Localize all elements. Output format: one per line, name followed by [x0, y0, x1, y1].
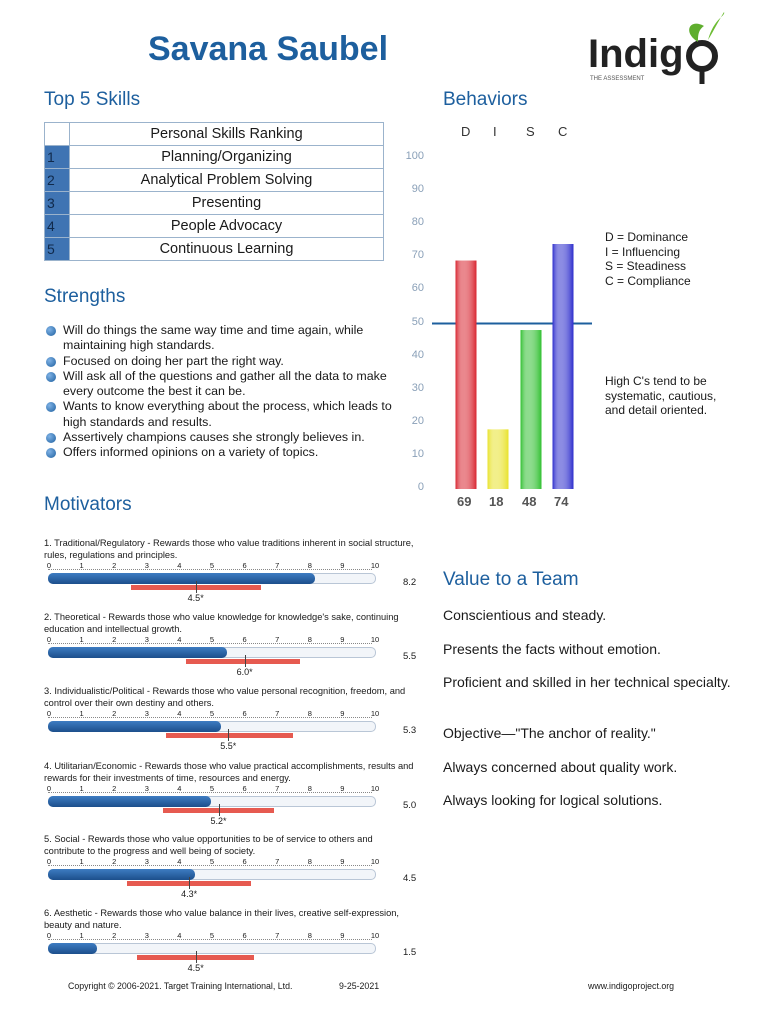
skill-label: People Advocacy [70, 215, 384, 238]
scale-tick: 5 [209, 784, 215, 793]
motivator-title: 6. Aesthetic - Rewards those who value balance in their lives, creative self-expression, beauty and nature. [44, 908, 400, 930]
scale-tick: 2 [112, 784, 117, 793]
value-team-section-title: Value to a Team [443, 569, 579, 590]
scale-tick: 6 [242, 561, 247, 570]
motivator-score-bar [48, 573, 315, 584]
skill-row [45, 192, 384, 215]
scale-dots [48, 792, 372, 793]
value-team-item: Always looking for logical solutions. [443, 792, 663, 808]
skill-label: Planning/Organizing [70, 146, 384, 169]
behavior-note: High C's tend to be systematic, cautious, and detail oriented. [605, 374, 717, 417]
scale-tick: 7 [275, 784, 280, 793]
scale-tick: 8 [307, 931, 312, 940]
scale-tick: 9 [340, 635, 345, 644]
motivator-mean-marker [219, 804, 220, 816]
motivator-item [44, 611, 424, 687]
disc-chart [429, 156, 595, 491]
legend-item: D = Dominance [605, 230, 689, 244]
scale-tick: 7 [275, 561, 280, 570]
motivator-mean-label: 5.5* [220, 741, 237, 751]
motivator-score-bar [48, 796, 211, 807]
scale-tick: 9 [340, 857, 345, 866]
scale-tick: 9 [340, 709, 345, 718]
disc-bar-shine [521, 330, 542, 489]
skill-row [45, 169, 384, 192]
strength-item: Will ask all of the questions and gather all the data to make every outcome the best it can be. [44, 369, 404, 400]
disc-y-tick: 30 [411, 381, 424, 394]
disc-y-tick: 10 [411, 447, 424, 460]
strength-item: Will do things the same way time and time again, while maintaining high standards. [44, 323, 404, 354]
scale-tick: 7 [275, 931, 280, 940]
scale-tick: 10 [370, 784, 380, 793]
scale-tick: 1 [79, 784, 84, 793]
strengths-section-title: Strengths [44, 286, 126, 307]
scale-tick: 5 [209, 709, 215, 718]
scale-tick: 10 [370, 857, 380, 866]
disc-bar-shine [456, 261, 477, 489]
bullet-icon [46, 372, 56, 382]
footer-website-link[interactable]: www.indigoproject.org [588, 981, 675, 991]
scale-tick: 1 [79, 709, 84, 718]
scale-tick: 0 [46, 784, 52, 793]
motivator-item [44, 685, 424, 761]
bullet-icon [46, 357, 56, 367]
scale-tick: 5 [209, 857, 215, 866]
scale-tick: 9 [340, 561, 345, 570]
motivator-mean-marker [228, 729, 229, 741]
skills-header-row [45, 123, 384, 146]
indigo-logo [586, 12, 726, 90]
scale-tick: 2 [112, 857, 117, 866]
skills-section-title: Top 5 Skills [44, 89, 141, 110]
motivator-score: 8.2 [403, 577, 417, 588]
motivator-score: 5.5 [403, 651, 417, 662]
svg-text:Indig: Indig [588, 32, 684, 76]
disc-y-tick: 20 [411, 414, 424, 427]
scale-tick: 0 [46, 857, 52, 866]
skills-table [44, 122, 384, 261]
scale-dots [48, 569, 372, 570]
scale-tick: 0 [46, 931, 52, 940]
disc-y-tick: 80 [411, 216, 424, 229]
disc-category-label: S [526, 124, 535, 139]
motivator-score-bar [48, 721, 221, 732]
scale-tick: 1 [79, 561, 84, 570]
scale-tick: 5 [209, 561, 215, 570]
scale-tick: 4 [177, 635, 182, 644]
scale-tick: 1 [79, 857, 84, 866]
value-team-item: Objective—"The anchor of reality." [443, 725, 656, 741]
scale-tick: 3 [144, 709, 149, 718]
scale-tick: 6 [242, 857, 247, 866]
scale-tick: 6 [242, 635, 247, 644]
scale-dots [48, 939, 372, 940]
skill-rank: 1 [45, 146, 70, 169]
disc-y-tick: 100 [405, 150, 424, 162]
skills-header: Personal Skills Ranking [70, 123, 384, 146]
scale-tick: 8 [307, 635, 312, 644]
scale-tick: 4 [177, 561, 182, 570]
disc-category-label: I [493, 124, 497, 139]
motivator-title: 1. Traditional/Regulatory - Rewards those who value traditions inherent in social structure, rules, regulations and principles. [44, 538, 414, 560]
disc-y-tick: 50 [411, 315, 424, 328]
motivators-section-title: Motivators [44, 494, 132, 515]
motivator-mean-marker [245, 655, 246, 667]
scale-tick: 4 [177, 709, 182, 718]
scale-tick: 8 [307, 709, 312, 718]
disc-y-tick: 90 [411, 183, 424, 196]
scale-tick: 1 [79, 931, 84, 940]
motivator-range-bar [166, 733, 293, 738]
skill-row [45, 238, 384, 261]
disc-y-tick: 70 [411, 249, 424, 262]
strengths-list [44, 323, 404, 461]
scale-tick: 7 [275, 857, 280, 866]
skill-label: Analytical Problem Solving [70, 169, 384, 192]
scale-tick: 7 [275, 709, 280, 718]
motivator-score: 4.5 [403, 873, 417, 884]
motivator-mean-marker [196, 951, 197, 963]
scale-tick: 10 [370, 709, 380, 718]
motivator-title: 4. Utilitarian/Economic - Rewards those who value practical accomplishments, results and rewards for their investments of time, resources and energy. [44, 761, 414, 783]
scale-tick: 0 [46, 635, 52, 644]
strength-item: Assertively champions causes she strongly believes in. [44, 430, 404, 445]
strength-item: Focused on doing her part the right way. [44, 354, 404, 369]
disc-value-label: 74 [554, 494, 569, 509]
disc-bar-shine [488, 429, 509, 489]
skill-label: Presenting [70, 192, 384, 215]
strength-item: Wants to know everything about the process, which leads to high standards and results. [44, 399, 404, 430]
motivator-track [48, 943, 376, 954]
disc-value-label: 69 [457, 494, 472, 509]
scale-tick: 9 [340, 784, 345, 793]
motivator-score: 5.0 [403, 800, 417, 811]
disc-y-tick: 60 [411, 282, 424, 295]
scale-tick: 3 [144, 561, 149, 570]
disc-value-label: 18 [489, 494, 504, 509]
motivator-mean-marker [196, 581, 197, 593]
svg-text:THE ASSESSMENT: THE ASSESSMENT [590, 76, 645, 82]
motivator-mean-label: 4.5* [187, 963, 204, 973]
legend-item: I = Influencing [605, 244, 681, 259]
skill-rank: 2 [45, 169, 70, 192]
value-team-item: Presents the facts without emotion. [443, 641, 661, 657]
scale-tick: 5 [209, 635, 215, 644]
motivator-item [44, 833, 424, 909]
disc-legend [605, 230, 691, 288]
scale-tick: 4 [177, 784, 182, 793]
disc-category-label: C [558, 124, 568, 139]
motivator-item [44, 907, 424, 983]
motivator-mean-label: 6.0* [236, 667, 253, 677]
disc-value-label: 48 [522, 494, 537, 509]
scale-dots [48, 717, 372, 718]
motivator-score-bar [48, 943, 97, 954]
motivator-score-bar [48, 647, 227, 658]
scale-tick: 10 [370, 561, 380, 570]
disc-y-tick: 0 [417, 481, 424, 493]
skill-rank: 3 [45, 192, 70, 215]
scale-tick: 9 [340, 931, 345, 940]
scale-tick: 5 [209, 931, 215, 940]
skill-row [45, 146, 384, 169]
scale-tick: 0 [46, 561, 52, 570]
motivator-item [44, 760, 424, 836]
value-team-item: Conscientious and steady. [443, 607, 607, 623]
disc-y-tick: 40 [411, 348, 424, 361]
behaviors-section-title: Behaviors [443, 89, 528, 110]
motivator-title: 3. Individualistic/Political - Rewards those who value personal recognition, freedom, and control over their own destiny and others. [44, 686, 406, 708]
bullet-icon [46, 402, 56, 412]
motivator-score-bar [48, 869, 195, 880]
scale-dots [48, 643, 372, 644]
motivator-score: 5.3 [403, 725, 417, 736]
skill-rank: 4 [45, 215, 70, 238]
motivator-score: 1.5 [403, 947, 417, 958]
motivator-mean-label: 5.2* [210, 816, 227, 826]
motivator-mean-label: 4.3* [181, 889, 198, 899]
scale-tick: 2 [112, 561, 117, 570]
scale-tick: 8 [307, 857, 312, 866]
motivator-mean-label: 4.5* [187, 593, 204, 603]
person-name: Savana Saubel [148, 30, 389, 68]
footer-date: 9-25-2021 [339, 981, 380, 991]
scale-tick: 7 [275, 635, 280, 644]
skill-label: Continuous Learning [70, 238, 384, 261]
bullet-icon [46, 433, 56, 443]
value-team-item: Proficient and skilled in her technical specialty. [443, 674, 731, 690]
scale-tick: 3 [144, 635, 149, 644]
scale-tick: 10 [370, 635, 380, 644]
legend-item: C = Compliance [605, 273, 691, 288]
disc-category-label: D [461, 124, 471, 139]
motivator-item [44, 537, 424, 613]
scale-tick: 6 [242, 931, 247, 940]
scale-tick: 4 [177, 857, 182, 866]
scale-dots [48, 865, 372, 866]
scale-tick: 10 [370, 931, 380, 940]
scale-tick: 8 [307, 784, 312, 793]
scale-tick: 6 [242, 709, 247, 718]
scale-tick: 3 [144, 931, 149, 940]
scale-tick: 6 [242, 784, 247, 793]
motivator-title: 5. Social - Rewards those who value opportunities to be of service to others and contribute to the progress and well being of society. [44, 834, 373, 856]
value-team-item: Always concerned about quality work. [443, 759, 678, 775]
motivator-mean-marker [189, 877, 190, 889]
motivator-range-bar [186, 659, 300, 664]
disc-bar-shine [553, 244, 574, 489]
scale-tick: 3 [144, 784, 149, 793]
scale-tick: 2 [112, 931, 117, 940]
scale-tick: 4 [177, 931, 182, 940]
scale-tick: 0 [46, 709, 52, 718]
scale-tick: 3 [144, 857, 149, 866]
bullet-icon [46, 326, 56, 336]
scale-tick: 2 [112, 709, 117, 718]
bullet-icon [46, 448, 56, 458]
footer-copyright: Copyright © 2006-2021. Target Training International, Ltd. [68, 981, 293, 991]
scale-tick: 8 [307, 561, 312, 570]
scale-tick: 2 [112, 635, 117, 644]
motivator-title: 2. Theoretical - Rewards those who value knowledge for knowledge's sake, continuing education and intellectual growth. [44, 612, 399, 634]
scale-tick: 1 [79, 635, 84, 644]
strength-item: Offers informed opinions on a variety of topics. [44, 445, 404, 460]
skill-row [45, 215, 384, 238]
legend-item: S = Steadiness [605, 259, 687, 273]
skill-rank: 5 [45, 238, 70, 261]
